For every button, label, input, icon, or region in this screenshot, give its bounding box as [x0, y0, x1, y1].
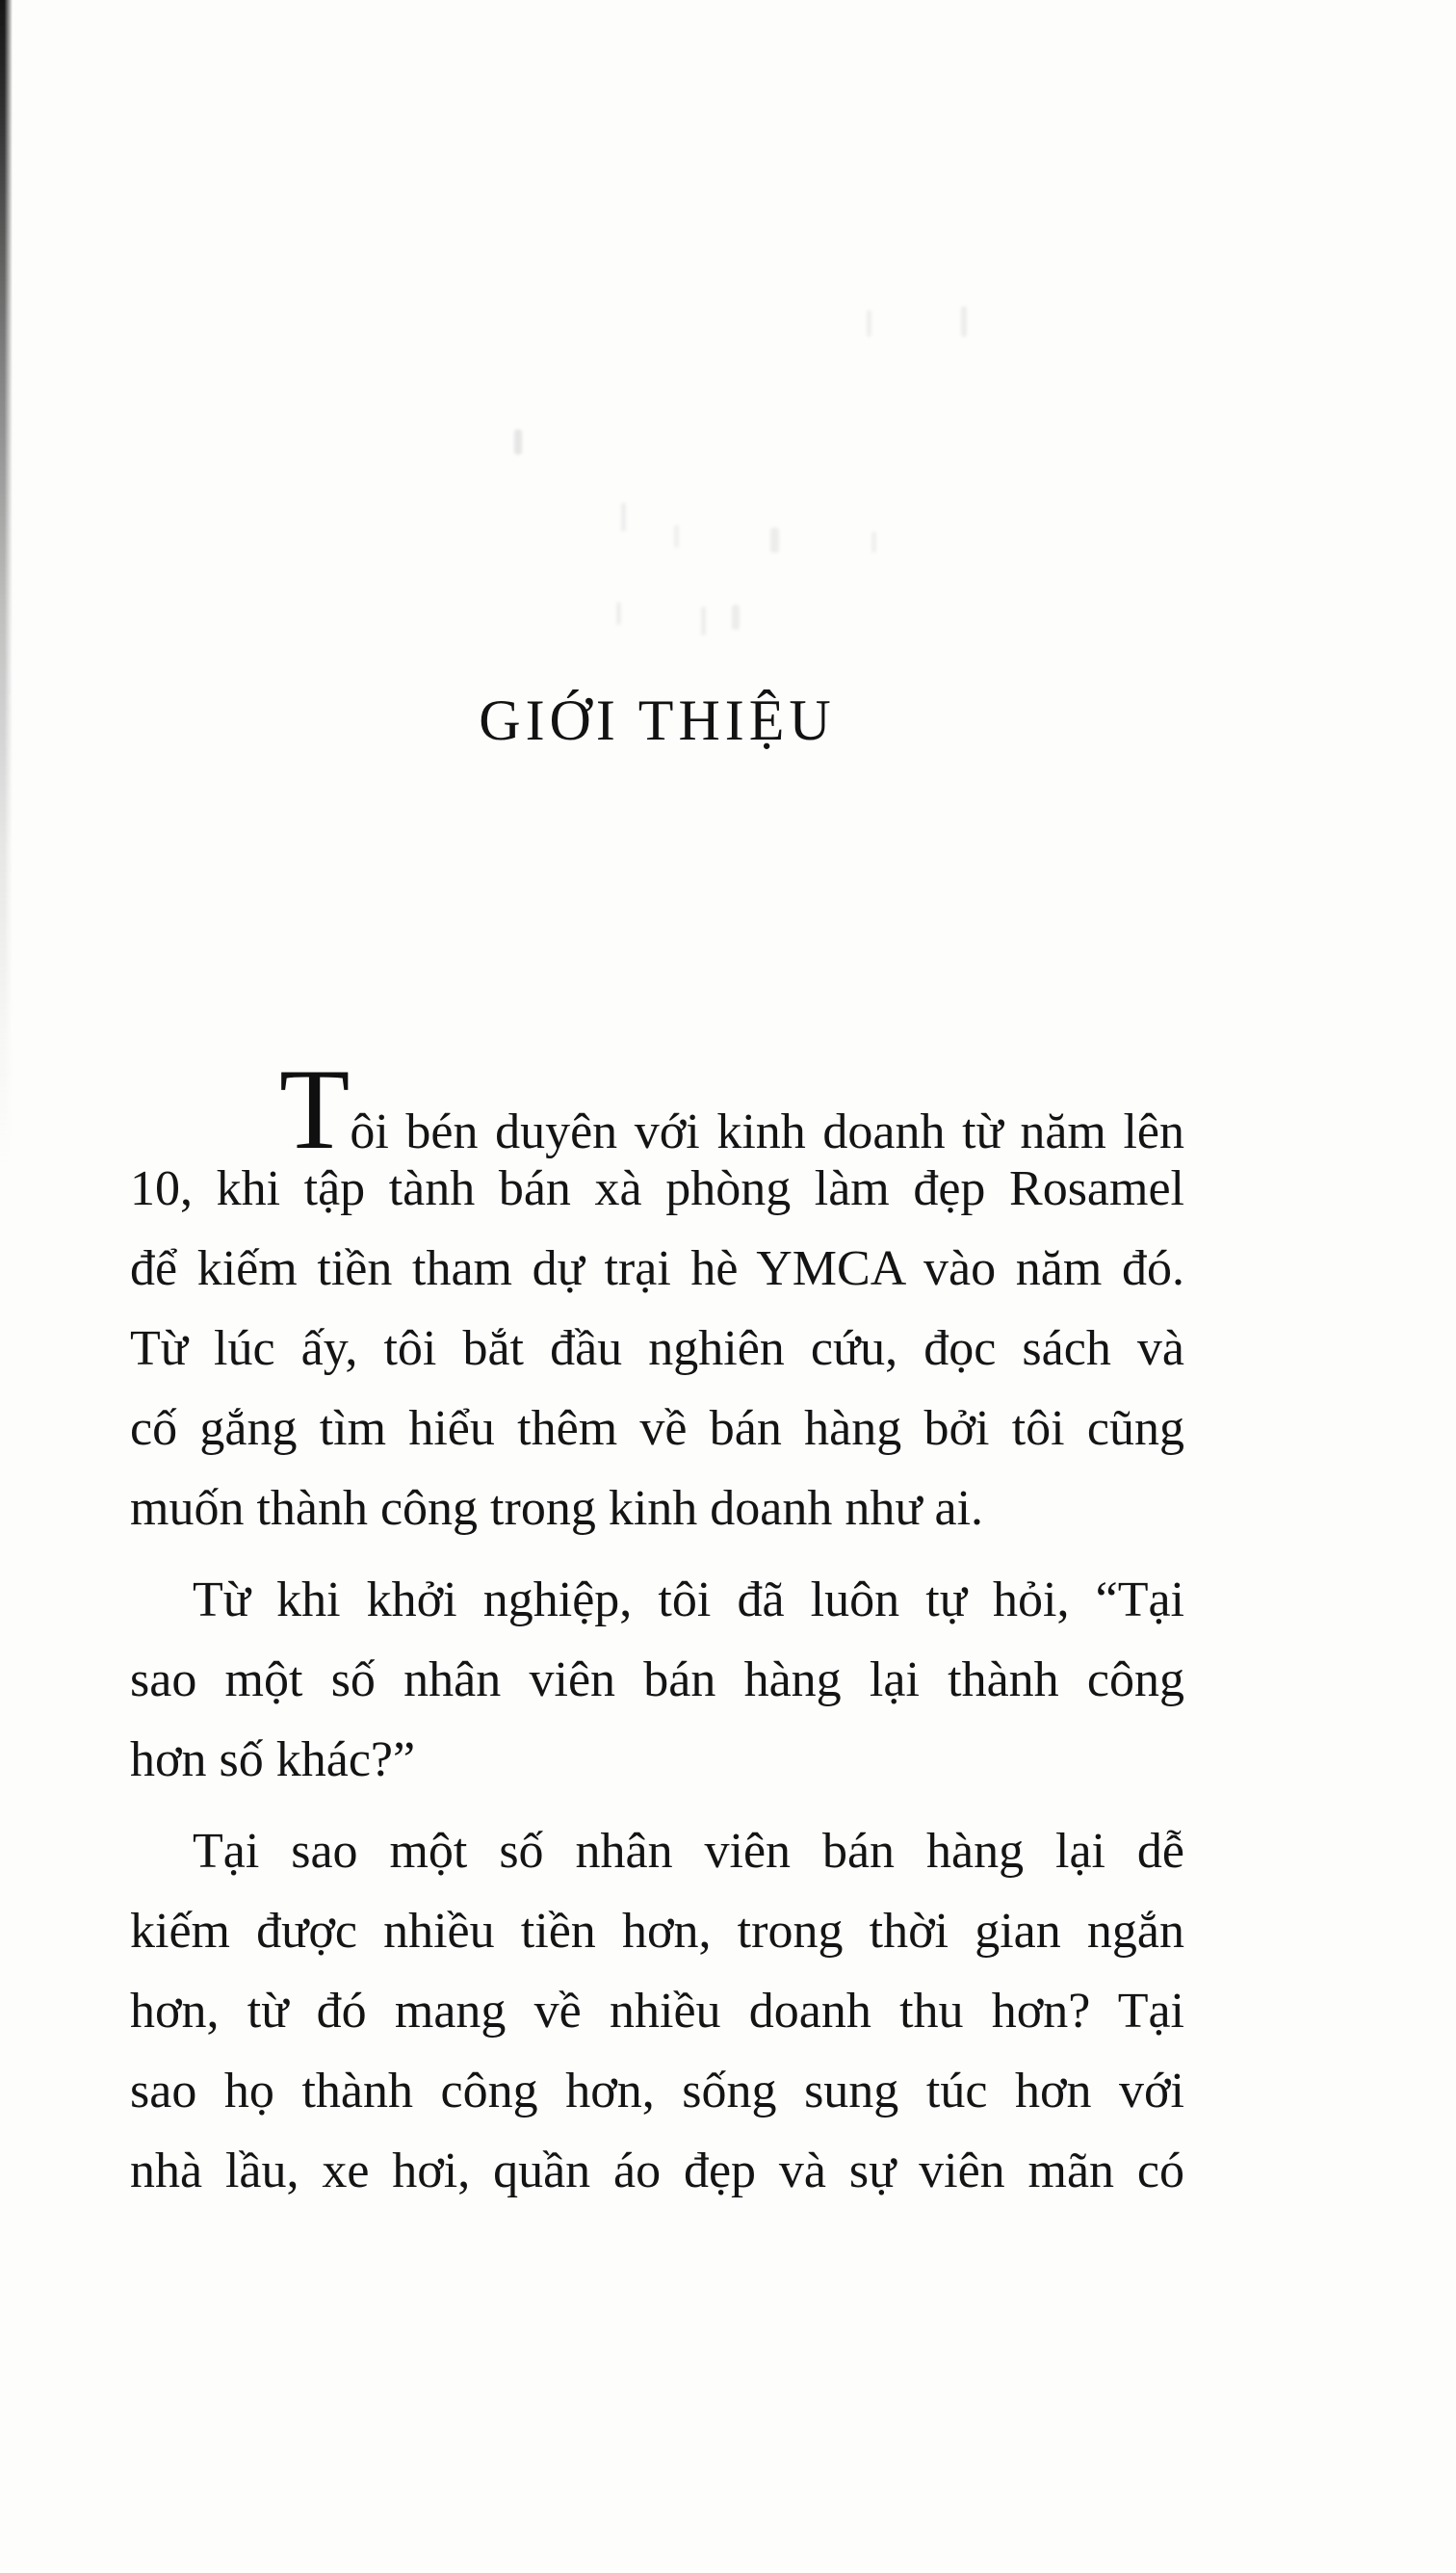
body-line: sao một số nhân viên bán hàng lại thành công [130, 1652, 1184, 1707]
scan-smudge [621, 503, 626, 532]
paragraph-3 [130, 1811, 1184, 2211]
paragraph-1 [130, 1045, 1184, 1548]
body-line: kiếm được nhiều tiền hơn, trong thời gian ngắn [130, 1904, 1184, 1959]
chapter-title: GIỚI THIỆU [479, 689, 836, 752]
body-line: hơn số khác?” [130, 1732, 416, 1787]
body-line: hơn, từ đó mang về nhiều doanh thu hơn? Tại [130, 1984, 1184, 2039]
drop-cap: T [279, 1045, 351, 1173]
body-line: nhà lầu, xe hơi, quần áo đẹp và sự viên mãn có [130, 2144, 1184, 2198]
body-line: để kiếm tiền tham dự trại hè YMCA vào năm đó. [130, 1241, 1184, 1296]
scan-smudge [867, 310, 871, 337]
scan-smudge [616, 602, 621, 625]
body-line: Từ lúc ấy, tôi bắt đầu nghiên cứu, đọc sách và [130, 1321, 1184, 1376]
scan-smudge [770, 528, 779, 553]
body-text [130, 1045, 1184, 2211]
scan-smudge [514, 429, 522, 455]
line-text: ôi bén duyên với kinh doanh từ năm lên [350, 1105, 1184, 1159]
scan-smudge [674, 525, 679, 548]
paragraph-2 [130, 1560, 1184, 1800]
page-edge-shadow [0, 0, 13, 1165]
body-line: sao họ thành công hơn, sống sung túc hơn với [130, 2064, 1184, 2118]
body-line: Tại sao một số nhân viên bán hàng lại dễ [193, 1824, 1184, 1879]
body-line: muốn thành công trong kinh doanh như ai. [130, 1481, 984, 1536]
body-line: Từ khi khởi nghiệp, tôi đã luôn tự hỏi, “Tại [193, 1572, 1184, 1627]
body-line: cố gắng tìm hiểu thêm về bán hàng bởi tôi cũng [130, 1401, 1184, 1456]
body-line [130, 1045, 1184, 1173]
scan-smudge [871, 532, 876, 553]
body-line: 10, khi tập tành bán xà phòng làm đẹp Rosamel [130, 1161, 1184, 1216]
scan-smudge [701, 607, 706, 636]
scan-smudge [732, 605, 740, 630]
scan-smudge [961, 306, 967, 337]
